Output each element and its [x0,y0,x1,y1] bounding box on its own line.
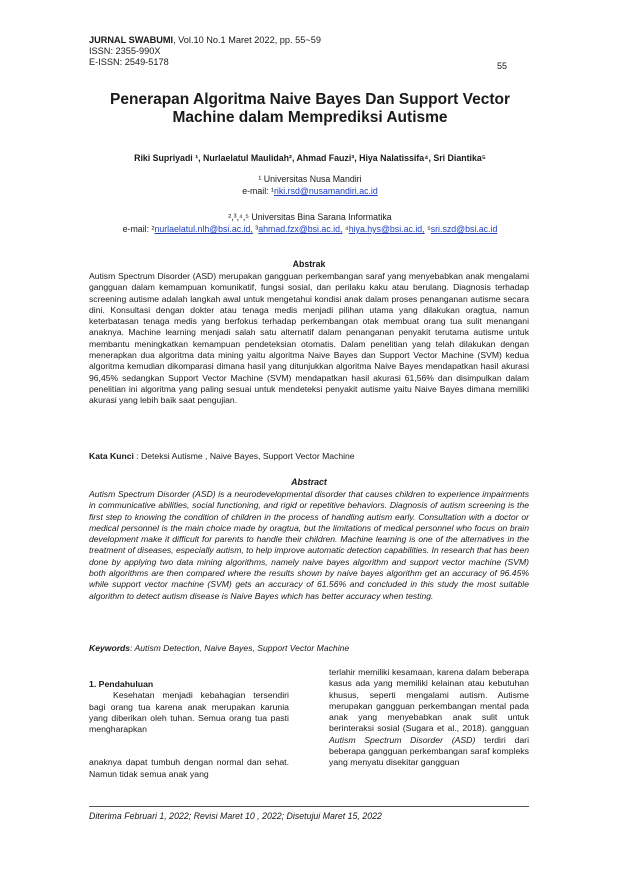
page-number: 55 [497,61,508,71]
kata-kunci-values: : Deteksi Autisme , Naive Bayes, Support Vector Machine [133,451,355,461]
affiliation-2-name: ²,³,⁴,⁵ Universitas Bina Sarana Informatika [228,212,392,222]
email-sep: ⁵ [424,224,431,234]
affiliation-2-email-line [60,223,560,235]
section-heading: 1. Pendahuluan [89,679,154,689]
abstract-body: Autism Spectrum Disorder (ASD) is a neurodevelopmental disorder that causes children to experience impairments in communicative abilities, social functioning, and rigid or repetitive behaviors. Diagnosis of autism screening is the first step to knowing the condition of children in the process of handling autism early. Consultation with a doctor or medical personnel is the main choice made by oragtua, but the limitations of medical personnel who focus on brain development make it difficult for parents to handle their children. Machine learning is one of the alternatives in the treatment of diseases, especially autism, to help improve automatic detection capabilities. In research that has been done by applying two data mining algorithms, namely naive bayes algorithm and support vector machine (SVM) both algorithms are then compared where the results shown by naive bayes algorithm get an accuracy of 96.45% while support vector machine (SVM) gets an accuracy of 61.56% and concluded in this study the most suitable algorithm to detect autism disease is Naive Bayes which has better accuracy when testing. [89,489,529,601]
keywords-values: : Autism Detection, Naive Bayes, Support Vector Machine [130,643,350,653]
abstrak-heading: Abstrak [292,259,326,269]
email-sep: ³ [252,224,259,234]
intro-right-column [329,667,529,769]
email-link-3[interactable]: ahmad.fzx@bsi.ac.id, [258,224,343,234]
email-link-2[interactable]: nurlaelatul.nlh@bsi.ac.id, [154,224,253,234]
email-sep: ⁴ [342,224,349,234]
issn: ISSN: 2355-990X [89,46,161,56]
journal-header [89,35,321,68]
affiliation-2 [60,211,560,235]
intro-right-text-2: terdiri dari beberapa gangguan perkembangan saraf kompleks yang menyatu disekitar gangguan [329,734,529,768]
abstract-heading: Abstract [291,477,327,487]
email-label: e-mail: ² [122,224,155,234]
intro-right-italic: Autism Spectrum Disorder (ASD) [329,734,476,745]
intro-right-text-1: terlahir memiliki kesamaan, karena dalam beberapa kasus ada yang memiliki kelainan atau kebutuhan khusus, seperti mengalami autism. Autisme merupakan gangguan perkembangan mental pada anak yang menyebabkan anak sulit untuk berinteraksi sosial (Sugara et al., 2018). gangguan [329,667,529,734]
journal-info: , Vol.10 No.1 Maret 2022, pp. 55~59 [173,35,321,45]
journal-name: JURNAL SWABUMI [89,35,174,45]
keywords [89,643,529,653]
abstrak-body: Autism Spectrum Disorder (ASD) merupakan gangguan perkembangan saraf yang menyebabkan anak mengalami gangguan dalam kemampuan komunikatif, fungsi sosial, dan perilaku kaku atau berulang. Diagnosis terhadap screening autisme adalah langkah awal untuk mengetahui kondisi anak dalam proses penanganan autisme secara dini. Konsultasi dengan dokter atau tenaga medis menjadi pilihan utama yang dilakukan oragtua, namun keterbatasan tenaga medis yang berfokus terhadap perkembangan otak membuat orang tua sulit menangani anaknya. Machine learning menjadi salah satu alternatif dalam penanganan penyakit terutama autisme untuk membantu meningkatkan kemampuan pendeteksian otomatis. Dalam penelitian yang telah dilakukan dengan menerapkan dua algoritma data mining yaitu algoritma Naive Bayes dan Support Vector Machine (SVM) kedua algoritma kemudian dikomparasi dimana hasil yang ditunjukkan algoritma Naive Bayes mendapatkan hasil akurasi 96,45% sedangkan Support Vector Machine (SVM) mendapatkan hasil akurasi 61,56% dan disimpulkan dalam penelitian ini algoritma yang paling sesuai untuk mendeteksi penyakit autisme yaitu Naive Bayes dimana memiliki akurasi yang lebih baik saat pengujian. [89,271,529,406]
paper-title [60,91,560,127]
email-label: e-mail: ¹ [242,186,274,196]
title-line-2: Machine dalam Memprediksi Autisme [172,109,448,126]
affiliation-1-name: ¹ Universitas Nusa Mandiri [258,174,362,184]
kata-kunci-label: Kata Kunci [89,451,134,461]
intro-left-column [89,679,289,780]
affiliation-1-email-line [60,185,560,197]
affiliation-1 [60,173,560,197]
author-list: Riki Supriyadi ¹, Nurlaelatul Maulidah², Ahmad Fauzi³, Hiya Nalatissifa⁴, Sri Diantika⁵ [134,153,486,163]
keywords-label: Keywords [89,643,131,653]
title-line-1: Penerapan Algoritma Naive Bayes Dan Support Vector [110,91,510,108]
email-link-4[interactable]: hiya.hys@bsi.ac.id, [348,224,425,234]
intro-paragraph-1: Kesehatan menjadi kebahagian tersendiri bagi orang tua karena anak merupakan karunia yang diberikan oleh tuhan. Semua orang tua pasti mengharapkan [89,690,289,735]
kata-kunci [89,451,529,461]
email-link-1[interactable]: riki.rsd@nusamandiri.ac.id [274,186,378,196]
received-dates-footer: Diterima Februari 1, 2022; Revisi Maret 10 , 2022; Disetujui Maret 15, 2022 [89,806,529,821]
journal-line [89,35,321,46]
eissn: E-ISSN: 2549-5178 [89,57,169,67]
intro-paragraph-2: anaknya dapat tumbuh dengan normal dan sehat. Namun tidak semua anak yang [89,757,289,779]
email-link-5[interactable]: sri.szd@bsi.ac.id [430,224,498,234]
